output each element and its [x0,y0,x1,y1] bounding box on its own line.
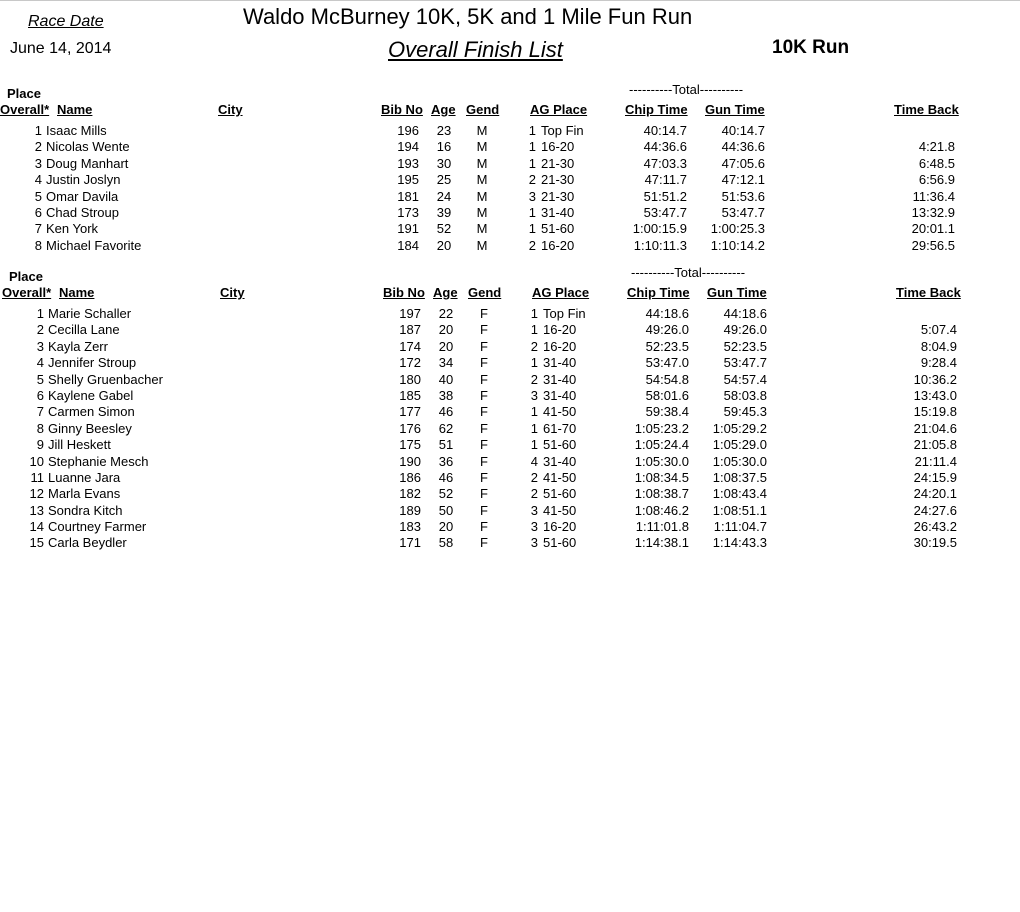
age-cell: 58 [438,535,454,551]
gender-cell: F [480,338,488,354]
time-back: 4:21.8 [918,139,955,155]
place-cell: 1 [34,123,42,138]
chip-time: 40:14.7 [643,123,687,138]
chip-time: 1:05:24.4 [634,437,689,453]
gender-cell: F [480,322,488,338]
gender-cell: F [480,355,488,371]
age-cell: 51 [438,437,454,453]
table-row [0,172,1020,188]
bib-number: 181 [397,188,419,204]
ag-group: 51-60 [541,221,575,237]
ag-group: 16-20 [541,139,575,155]
gender-cell: M [476,204,488,220]
time-back: 21:05.8 [913,437,957,453]
bib-number: 182 [399,486,421,502]
runner-name: Doug Manhart [46,155,129,171]
age-cell: 24 [436,188,452,204]
gender-cell: F [480,502,488,518]
col-age: Age [431,102,456,117]
age-cell: 20 [436,237,452,253]
runner-name: Kaylene Gabel [48,387,134,403]
runner-name: Sondra Kitch [48,502,123,518]
col-ag-place: AG Place [532,285,590,300]
col-city: City [220,285,245,300]
runner-name: Stephanie Mesch [48,453,149,469]
table-row [0,503,1020,519]
age-cell: 46 [438,469,454,485]
race-date: June 14, 2014 [10,40,112,57]
runner-name: Cecilla Lane [48,322,120,338]
bib-number: 189 [399,502,421,518]
col-name: Name [57,102,93,117]
ag-group: 31-40 [541,204,575,220]
gender-cell: F [480,371,488,387]
col-ag-place: AG Place [530,102,588,117]
ag-place-num: 3 [530,519,538,535]
bib-number: 195 [397,172,419,188]
time-back: 21:11.4 [914,453,957,469]
ag-group: 31-40 [543,355,577,371]
chip-time: 51:51.2 [643,188,687,204]
ag-group: 21-30 [541,172,575,188]
ag-place-num: 1 [528,221,536,237]
age-cell: 25 [436,172,452,188]
table-row [0,156,1020,172]
chip-time: 47:03.3 [643,155,687,171]
time-back: 15:19.8 [913,404,957,420]
page-subtitle: Overall Finish List [388,37,563,62]
place-cell: 13 [29,502,44,518]
gun-time: 49:26.0 [723,322,767,338]
runner-name: Isaac Mills [46,123,107,138]
bib-number: 173 [397,204,419,220]
gender-cell: F [480,535,488,551]
runner-name: Marie Schaller [48,306,132,321]
place-cell: 5 [34,188,42,204]
table-row [0,189,1020,205]
ag-group: 51-60 [543,535,577,551]
gender-cell: M [476,221,488,237]
ag-place-num: 2 [528,237,536,253]
ag-place-num: 3 [528,188,536,204]
gun-time: 53:47.7 [721,204,765,220]
ag-place-num: 1 [530,404,538,420]
time-back: 5:07.4 [920,322,957,338]
place-cell: 9 [36,437,44,453]
ag-group: 16-20 [543,519,577,535]
gun-time: 1:14:43.3 [712,535,767,551]
ag-group: 41-50 [543,404,577,420]
bib-number: 196 [397,123,419,138]
gun-time: 52:23.5 [723,338,767,354]
table-row [0,372,1020,388]
col-gun-time: Gun Time [705,102,765,117]
bib-number: 174 [399,338,421,354]
ag-group: 51-60 [543,437,577,453]
bib-number: 172 [399,355,421,371]
chip-time: 59:38.4 [645,404,689,420]
time-back: 11:36.4 [912,188,955,204]
gun-time: 1:00:25.3 [710,221,765,237]
gender-cell: F [480,420,488,436]
runner-name: Justin Joslyn [46,172,121,188]
runner-name: Ginny Beesley [48,420,132,436]
gun-time: 40:14.7 [721,123,765,138]
ag-group: 16-20 [543,322,577,338]
ag-place-num: 1 [528,204,536,220]
place-cell: 11 [30,469,44,485]
col-total: ----------Total---------- [631,265,746,280]
gun-time: 51:53.6 [721,188,765,204]
gun-time: 59:45.3 [723,404,767,420]
place-cell: 8 [36,420,44,436]
table-row [0,355,1020,371]
ag-group: 61-70 [543,420,577,436]
time-back: 8:04.9 [920,338,957,354]
table-row [0,421,1020,437]
bib-number: 171 [399,535,421,551]
ag-group: 21-30 [541,155,575,171]
time-back: 6:56.9 [918,172,955,188]
chip-time: 53:47.7 [643,204,687,220]
gun-time: 1:10:14.2 [710,237,765,253]
col-time-back: Time Back [894,102,959,117]
table-row [0,519,1020,535]
place-cell: 4 [36,355,44,371]
bib-number: 187 [399,322,421,338]
col-bib: Bib No [381,102,423,117]
race-date-label: Race Date [28,13,104,30]
table-row [0,339,1020,355]
age-cell: 40 [438,371,454,387]
runner-name: Carmen Simon [48,404,135,420]
age-cell: 52 [438,486,454,502]
ag-place-num: 1 [530,420,538,436]
ag-place-num: 3 [530,387,538,403]
chip-time: 1:05:30.0 [634,453,689,469]
time-back: 30:19.5 [913,535,957,551]
age-cell: 38 [438,387,454,403]
ag-place-num: 1 [530,322,538,338]
chip-time: 54:54.8 [645,371,689,387]
chip-time: 1:08:34.5 [634,469,689,485]
age-cell: 23 [436,123,452,138]
col-place-top: Place [7,86,41,101]
time-back: 26:43.2 [913,519,957,535]
time-back: 9:28.4 [920,355,957,371]
top-border [0,0,1020,1]
place-cell: 6 [34,204,42,220]
runner-name: Michael Favorite [46,237,142,253]
table-row [0,437,1020,453]
gender-cell: F [480,469,488,485]
ag-place-num: 1 [528,139,536,155]
place-cell: 12 [29,486,44,502]
ag-place-num: 3 [530,535,538,551]
bib-number: 183 [399,519,421,535]
age-cell: 34 [438,355,454,371]
men-results [0,123,1020,254]
col-place: Overall* [2,285,52,300]
ag-place-num: 1 [528,123,536,138]
runner-name: Shelly Gruenbacher [48,371,163,387]
gun-time: 1:08:43.4 [712,486,767,502]
chip-time: 58:01.6 [645,387,689,403]
table-row [0,486,1020,502]
bib-number: 191 [397,221,419,237]
runner-name: Luanne Jara [48,469,121,485]
gender-cell: M [476,139,488,155]
col-chip-time: Chip Time [627,285,690,300]
ag-group: 51-60 [543,486,577,502]
table-row [0,238,1020,254]
gun-time: 44:36.6 [721,139,765,155]
col-name: Name [59,285,95,300]
place-cell: 2 [36,322,44,338]
gender-cell: F [480,453,488,469]
ag-group: 31-40 [543,371,577,387]
place-cell: 10 [29,453,44,469]
time-back: 20:01.1 [911,221,955,237]
ag-group: 41-50 [543,502,577,518]
gun-time: 1:05:29.2 [712,420,767,436]
col-time-back: Time Back [896,285,961,300]
gun-time: 44:18.6 [723,306,767,321]
age-cell: 20 [438,338,454,354]
place-cell: 7 [34,221,42,237]
place-cell: 3 [36,338,44,354]
runner-name: Ken York [46,221,99,237]
table-row [0,221,1020,237]
bib-number: 176 [399,420,421,436]
event-name: 10K Run [772,37,850,58]
gun-time: 47:05.6 [721,155,765,171]
time-back: 29:56.5 [911,237,955,253]
chip-time: 1:14:38.1 [634,535,689,551]
time-back: 10:36.2 [913,371,957,387]
page-title: Waldo McBurney 10K, 5K and 1 Mile Fun Run [243,4,693,29]
chip-time: 1:08:38.7 [634,486,689,502]
age-cell: 52 [436,221,452,237]
ag-place-num: 2 [530,338,538,354]
age-cell: 20 [438,519,454,535]
bib-number: 193 [397,155,419,171]
ag-place-num: 3 [530,502,538,518]
gun-time: 54:57.4 [723,371,767,387]
age-cell: 20 [438,322,454,338]
age-cell: 46 [438,404,454,420]
col-place: Overall* [0,102,50,117]
chip-time: 44:36.6 [643,139,687,155]
col-gend: Gend [466,102,500,117]
chip-time: 53:47.0 [645,355,689,371]
bib-number: 197 [399,306,421,321]
runner-name: Marla Evans [48,486,121,502]
col-city: City [218,102,243,117]
gender-cell: F [480,387,488,403]
place-cell: 2 [34,139,42,155]
gender-cell: M [476,237,488,253]
gender-cell: M [476,172,488,188]
bib-number: 184 [397,237,419,253]
place-cell: 3 [34,155,42,171]
gun-time: 1:05:30.0 [712,453,767,469]
age-cell: 50 [438,502,454,518]
bib-number: 186 [399,469,421,485]
ag-place-num: 2 [530,486,538,502]
bib-number: 180 [399,371,421,387]
col-total: ----------Total---------- [629,82,744,97]
table-row [0,388,1020,404]
place-cell: 14 [29,519,44,535]
place-cell: 7 [36,404,44,420]
ag-place-num: 2 [530,469,538,485]
gun-time: 1:08:37.5 [712,469,767,485]
time-back: 21:04.6 [913,420,957,436]
place-cell: 5 [36,371,44,387]
table-row [0,454,1020,470]
gender-cell: M [476,155,488,171]
ag-group: 16-20 [541,237,575,253]
age-cell: 36 [438,453,454,469]
col-gend: Gend [468,285,502,300]
gender-cell: M [476,123,488,138]
gender-cell: F [480,404,488,420]
gender-cell: F [480,486,488,502]
ag-group: 16-20 [543,338,577,354]
ag-place-num: 1 [530,437,538,453]
col-chip-time: Chip Time [625,102,688,117]
gun-time: 1:08:51.1 [712,502,767,518]
bib-number: 175 [399,437,421,453]
runner-name: Jennifer Stroup [48,355,137,371]
chip-time: 1:08:46.2 [634,502,689,518]
table-row [0,470,1020,486]
col-age: Age [433,285,458,300]
time-back: 13:43.0 [913,387,957,403]
chip-time: 52:23.5 [645,338,689,354]
place-cell: 4 [34,172,42,188]
runner-name: Carla Beydler [48,535,127,551]
ag-group: 31-40 [543,387,577,403]
table-row [0,322,1020,338]
gun-time: 47:12.1 [721,172,765,188]
ag-place-num: 4 [530,453,538,469]
chip-time: 49:26.0 [645,322,689,338]
women-results [0,306,1020,552]
age-cell: 22 [438,306,454,321]
ag-place-num: 1 [530,355,538,371]
runner-name: Nicolas Wente [46,139,130,155]
bib-number: 185 [399,387,421,403]
runner-name: Chad Stroup [46,204,119,220]
ag-place-num: 2 [528,172,536,188]
chip-time: 1:10:11.3 [633,237,687,253]
ag-group: Top Fin [541,123,584,138]
gender-cell: M [476,188,488,204]
col-gun-time: Gun Time [707,285,767,300]
gun-time: 58:03.8 [723,387,767,403]
runner-name: Jill Heskett [48,437,111,453]
ag-place-num: 1 [530,306,538,321]
table-row [0,535,1020,551]
place-cell: 8 [34,237,42,253]
runner-name: Kayla Zerr [48,338,108,354]
gun-time: 1:05:29.0 [712,437,767,453]
age-cell: 16 [436,139,452,155]
time-back: 13:32.9 [911,204,955,220]
time-back: 24:27.6 [913,502,957,518]
col-bib: Bib No [383,285,425,300]
chip-time: 1:11:01.8 [635,519,689,535]
table-row [0,404,1020,420]
place-cell: 15 [29,535,44,551]
age-cell: 62 [438,420,454,436]
gender-cell: F [480,306,488,321]
ag-group: Top Fin [543,306,586,321]
runner-name: Courtney Farmer [48,519,147,535]
ag-place-num: 1 [528,155,536,171]
place-cell: 1 [36,306,44,321]
table-row [0,123,1020,139]
bib-number: 190 [399,453,421,469]
chip-time: 44:18.6 [645,306,689,321]
ag-group: 21-30 [541,188,575,204]
table-row [0,306,1020,322]
place-cell: 6 [36,387,44,403]
table-row [0,139,1020,155]
time-back: 24:15.9 [913,469,957,485]
gun-time: 1:11:04.7 [713,519,767,535]
chip-time: 1:00:15.9 [632,221,687,237]
age-cell: 30 [436,155,452,171]
bib-number: 177 [399,404,421,420]
chip-time: 1:05:23.2 [634,420,689,436]
gender-cell: F [480,437,488,453]
gun-time: 53:47.7 [723,355,767,371]
bib-number: 194 [397,139,419,155]
chip-time: 47:11.7 [644,172,687,188]
age-cell: 39 [436,204,452,220]
ag-group: 41-50 [543,469,577,485]
time-back: 6:48.5 [918,155,955,171]
runner-name: Omar Davila [46,188,119,204]
table-row [0,205,1020,221]
gender-cell: F [480,519,488,535]
col-place-top: Place [9,269,43,284]
ag-place-num: 2 [530,371,538,387]
ag-group: 31-40 [543,453,577,469]
time-back: 24:20.1 [913,486,957,502]
